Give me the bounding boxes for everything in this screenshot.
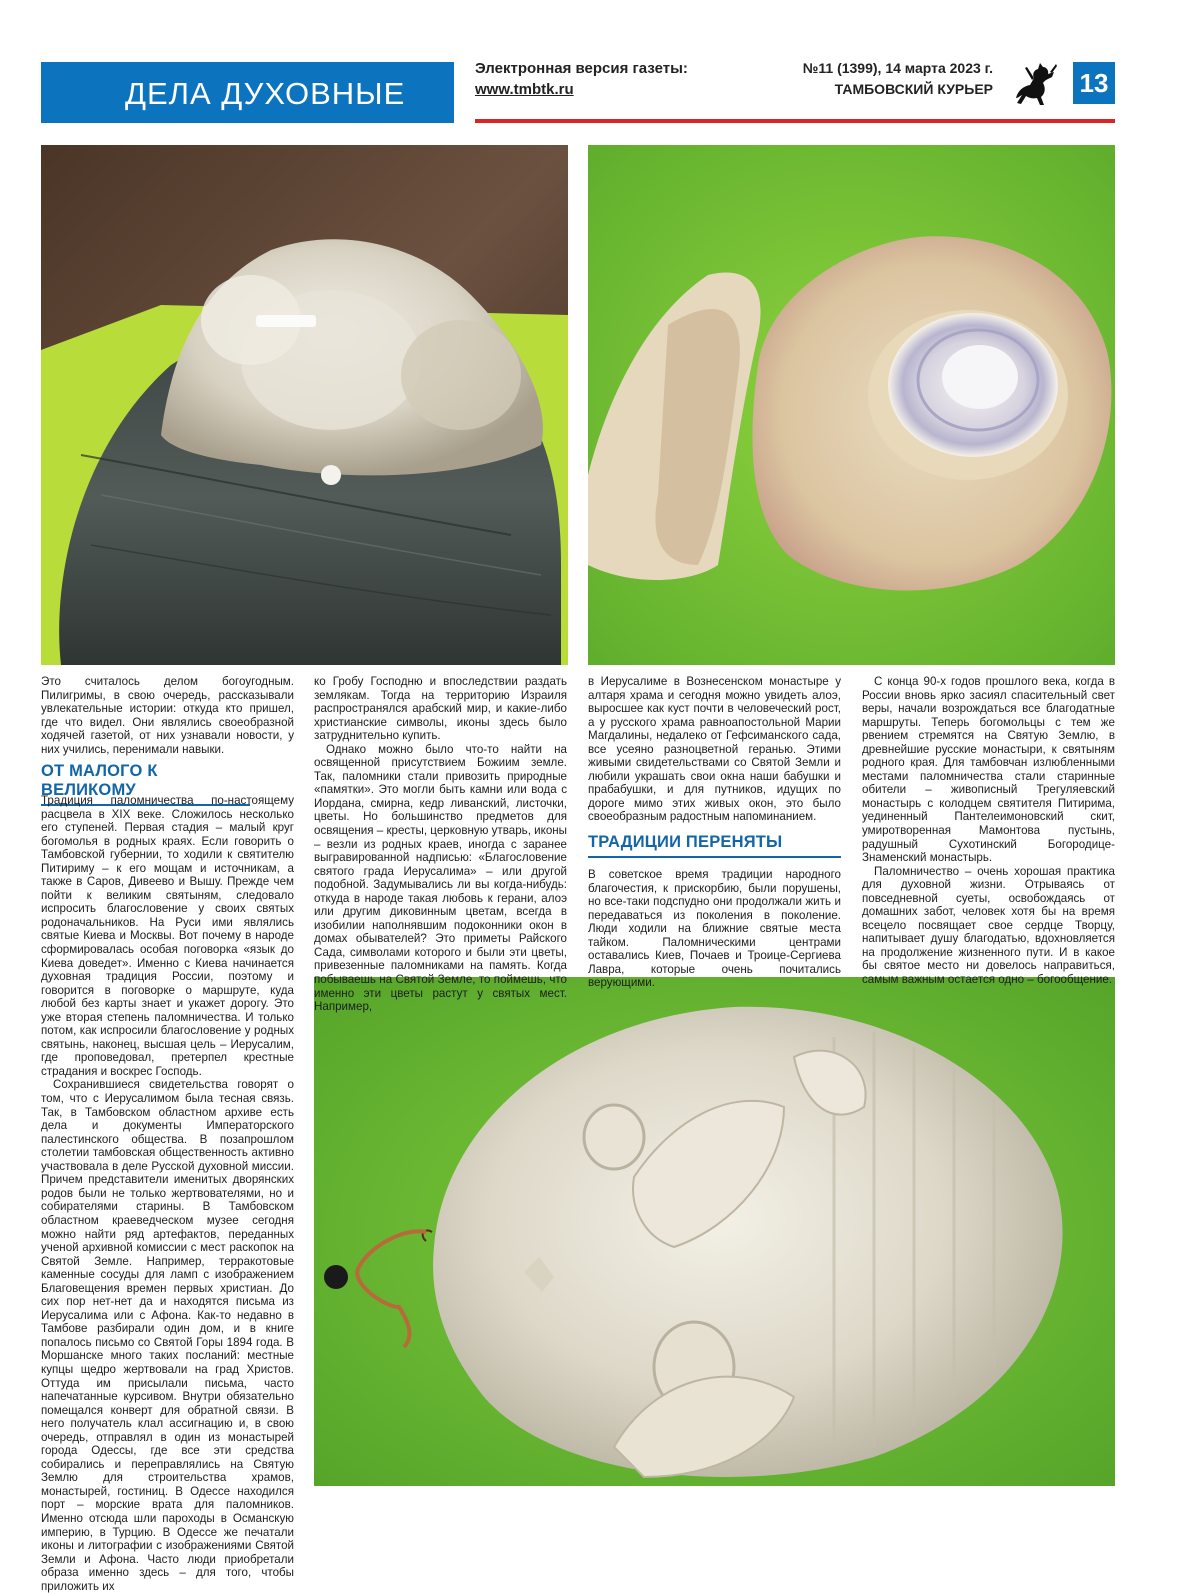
article-column-4 (862, 675, 1115, 987)
subheading-ot-malogo: ОТ МАЛОГО К ВЕЛИКОМУ (41, 762, 250, 806)
article-paragraph: Это считалось делом богоугодным. Пилигримы, в свою очередь, рассказывали увлекательные истории: откуда кто пришел, где что видел. Они являлись своеобразной ходячей газетой, от них узнавали новости, у них учились, перенимали навыки. (41, 675, 294, 756)
article-column-1 (41, 794, 294, 1593)
subheading-traditsii: ТРАДИЦИИ ПЕРЕНЯТЫ (588, 833, 841, 858)
article-paragraph: Паломничество – очень хорошая практика для духовной жизни. Отрываясь от повседневной суеты, освобождаясь от домашних забот, человек хотя бы на время всецело посвящает свое сердце Творцу, напитывает душу благодатью, вдохновляется на продолжение жизненного пути. И в какое бы святое место ни довелось направиться, самым важным остается одно – богообщение. (862, 864, 1115, 987)
page-number: 13 (1073, 62, 1115, 104)
article-column-2 (314, 675, 567, 1014)
article-paragraph: Сохранившиеся свидетельства говорят о том, что с Иерусалимом была тесная связь. Так, в Тамбовском областном архиве есть дела и документы Императорского палестинского общества. В позапрошлом столетии тамбовская общественность активно участвовала в деле Русской духовной миссии. Причем представители именитых дворянских родов были не только жертвователями, но и собирателями старины. В Тамбовском областном краеведческом музее сегодня можно найти ряд артефактов, переданных ученой архивной комиссии с мест раскопок на Святой Земле. Например, терракотовые каменные сосуды для ламп с изображением Благовещения времен первых христиан. До сих пор нет-нет да и находятся письма из Иерусалима или с Афона. Как-то недавно в Тамбове разбирали один дом, и в книге попалось письмо со Святой Горы 1894 года. В Моршанске много таких посланий: местные купцы щедро жертвовали на град Христов. Оттуда им присылали письма, часто напечатанные курсивом. Внутри обязательно помещался конверт для обратной связи. В него получатель клал ассигнацию и, в свою очередь, отправлял в один из монастырей города Одессы, где все эти средства собирались и переправлялись на Святую Землю для строительства храмов, монастырей, гостиниц. В Одессе находился порт – морские врата для паломников. Именно отсюда шли пароходы в Османскую империю, в Турцию. В Одессе же печатали иконы и литографии с изображениями Святой Земли и Афона. Часто люди приобретали образа именно здесь – для того, чтобы приложить их (41, 1078, 294, 1593)
section-banner (41, 62, 454, 123)
issue-info: №11 (1399), 14 марта 2023 г. (802, 60, 993, 76)
article-column-3 (588, 675, 841, 824)
header-divider (475, 119, 1115, 123)
article-paragraph: в Иерусалиме в Вознесенском монастыре у алтаря храма и сегодня можно увидеть алоэ, выросшее как куст почти в человеческий рост, а у русского храма равноапостольной Марии Магдалины, недалеко от Гефсиманского сада, все усеяно разноцветной геранью. Этими живыми свидетельствами со Святой Земли и любили украшать свои окна наши бабушки и прабабушки, и для путников, идущих по дороге мимо этих живых окон, это было своеобразным радостным напоминанием. (588, 675, 841, 824)
newspaper-name: ТАМБОВСКИЙ КУРЬЕР (834, 81, 993, 97)
article-column-3b (588, 868, 841, 990)
horse-rider-emblem-icon (1010, 58, 1058, 108)
article-paragraph: ко Гробу Господню и впоследствии раздать землякам. Тогда на территорию Израиля распространялся арабский мир, и какие-либо христианские символы, иконы здесь было затруднительно купить. (314, 675, 567, 743)
article-paragraph: С конца 90-х годов прошлого века, когда в России вновь ярко засиял спасительный свет веры, начали возрождаться все благодатные маршруты. Теперь богомольцы с тем же рвением стремятся на Святую Землю, в древнейшие русские монастыри, к святыням родного края. Для тамбовчан излюбленными местами паломничества стали старинные обители – живописный Трегуляевский монастырь с колодцем святителя Питирима, уединенный Пантелеимоновский скит, умиротворенная Мамонтова пустынь, радушный Сухотинский Богородице-Знаменский монастырь. (862, 675, 1115, 865)
article-paragraph: В советское время традиции народного благочестия, к прискорбию, были порушены, но все-таки подспудно они продолжали жить и передаваться из поколения в поколение. Люди ходили на ближние святые места тайком. Паломническими центрами оставались Киев, Почаев и Троице-Сергиева Лавра, которые очень почитались верующими. (588, 868, 841, 990)
article-paragraph: Традиция паломничества по-настоящему расцвела в XIX веке. Сложилось несколько его ступеней. Первая стадия – малый круг богомолья в родных краях. Если говорить о Тамбовской губернии, то ходили к святителю Питириму – к его мощам и источникам, а также в Саров, Дивеево и Вышу. Прежде чем пойти к великим святыням, следовало испросить благословение у своих святых родоначальников. На Руси ими являлись святые Киева и Москвы. Вот почему в народе сформировалась особая поговорка «язык до Киева доведет». Именно с Киева начинается духовная традиция России, поэтому и говорится в поговорке о маршруте, куда любой без карты знает и укажет дорогу. Это уже вторая степень паломничества. И только потом, как испросили благословение у родных святынь, наконец, высшая цель – Иерусалим, где проповедовал, претерпел крестные страдания и воскрес Господь. (41, 794, 294, 1078)
stone-with-quartz-photo (41, 145, 568, 665)
split-agate-geode-photo (588, 145, 1115, 665)
carved-mother-of-pearl-shell-icon-photo (314, 977, 1115, 1486)
section-title: ДЕЛА ДУХОВНЫЕ (125, 76, 406, 111)
article-column-1-intro (41, 675, 294, 756)
edition-label: Электронная версия газеты: (475, 60, 688, 77)
article-paragraph: Однако можно было что-то найти на освященной присутствием Божиим земле. Так, паломники стали привозить природные «памятки». Это могли быть камни или вода с Иордана, смирна, кедр ливанский, листочки, цветы. Но большинство предметов для освящения – кресты, церковную утварь, иконы – везли из родных краев, иногда с заранее выгравированной надписью: «Благословение святого града Иерусалима» – или другой подобной. Задумывались ли вы когда-нибудь: откуда в народе такая любовь к герани, алоэ или другим диковинным цветам, всегда в изобилии наполнявшим подоконники окон в домах обывателей? Это приметы Райского Сада, символами которого и были эти цветы, привезенные паломниками на память. Когда побываешь на Святой Земле, то поймешь, что именно эти цветы растут у святых мест. Например, (314, 742, 568, 1014)
website-link[interactable]: www.tmbtk.ru (475, 81, 574, 98)
